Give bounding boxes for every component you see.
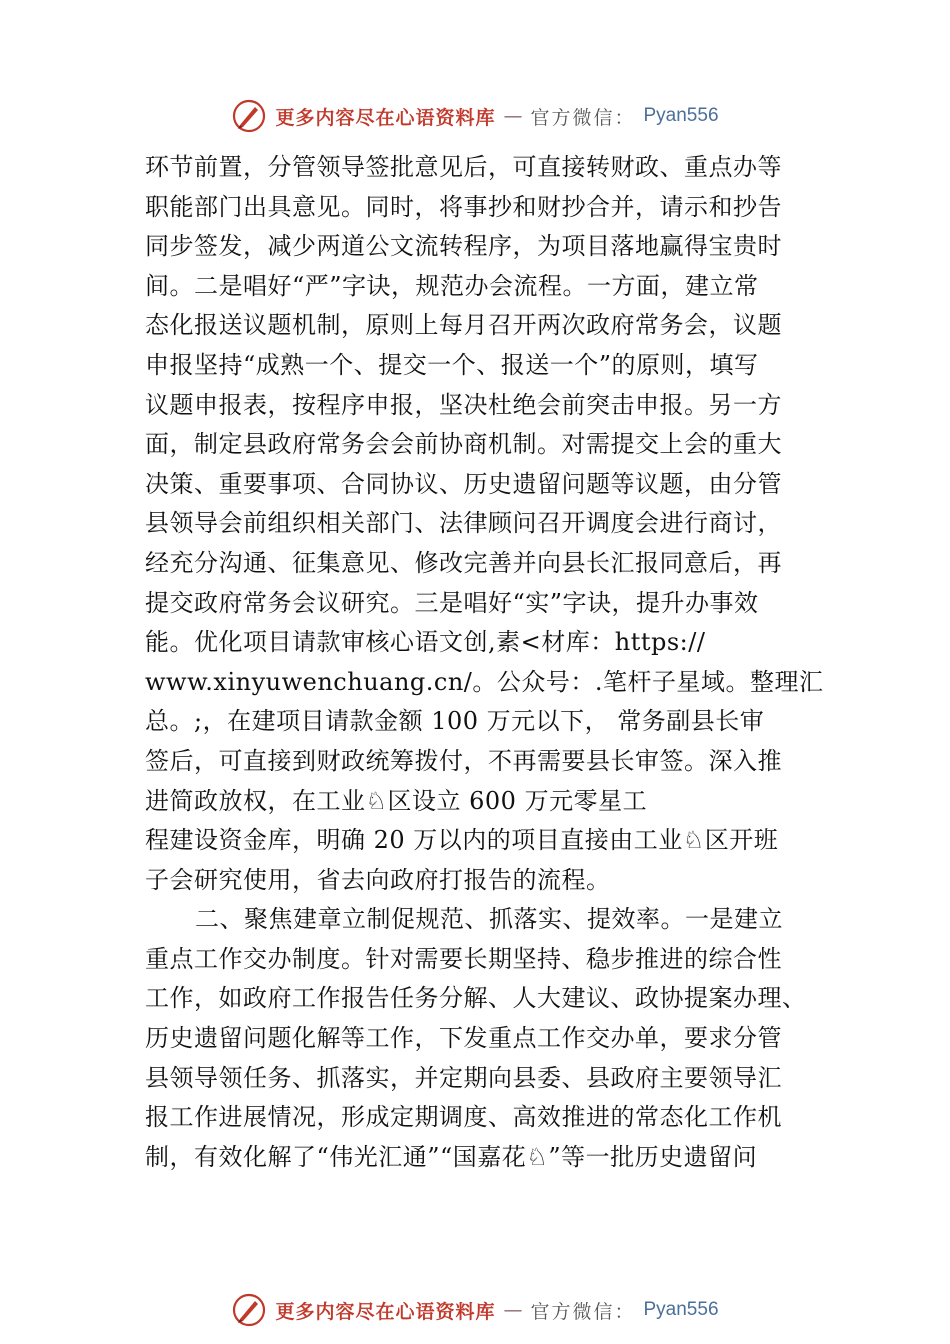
footer-wechat-label: 官方微信：	[530, 1300, 636, 1323]
body-line: 面，制定县政府常务会会前协商机制。对需提交上会的重大	[145, 430, 782, 459]
document-body	[145, 148, 824, 1177]
body-line: 经充分沟通、征集意见、修改完善并向县长汇报同意后，再	[145, 548, 782, 577]
body-line: 制，有效化解了“伟光汇通”“国嘉花♘”等一批历史遗留问	[145, 1142, 758, 1171]
body-line: 历史遗留问题化解等工作，下发重点工作交办单，要求分管	[145, 1024, 782, 1053]
header-wechat-label: 官方微信：	[530, 106, 636, 129]
body-line: 县领导领任务、抓落实，并定期向县委、县政府主要领导汇	[145, 1063, 782, 1092]
body-line: 县领导会前组织相关部门、法律顾问召开调度会进行商讨，	[145, 509, 782, 538]
body-line: 工作，如政府工作报告任务分解、人大建议、政协提案办理、	[145, 984, 807, 1013]
body-line: 申报坚持“成熟一个、提交一个、报送一个”的原则，填写	[145, 350, 759, 379]
body-line: www.xinyuwenchuang.cn/。公众号：.笔杆子星域。整理汇	[145, 667, 824, 696]
body-line: 环节前置，分管领导签批意见后，可直接转财政、重点办等	[145, 153, 782, 181]
body-line: 报工作进展情况，形成定期调度、高效推进的常态化工作机	[145, 1103, 782, 1132]
body-line: 进简政放权，在工业♘区设立 600 万元零星工	[145, 786, 648, 815]
body-line: 同步签发，减少两道公文流转程序，为项目落地赢得宝贵时	[145, 232, 782, 261]
body-line: 职能部门出具意见。同时，将事抄和财抄合并，请示和抄告	[145, 192, 782, 221]
body-line: 间。二是唱好“严”字诀，规范办会流程。一方面，建立常	[145, 271, 759, 300]
pen-logo-icon	[231, 1292, 267, 1328]
body-line: 签后，可直接到财政统筹拨付，不再需要县长审签。深入推	[145, 746, 782, 775]
body-line: 提交政府常务会议研究。三是唱好“实”字诀，提升办事效	[145, 588, 759, 617]
header-text: 更多内容尽在心语资料库	[275, 106, 496, 129]
body-line: 总。;，在建项目请款金额 100 万元以下， 常务副县长审	[145, 707, 765, 736]
body-line: 态化报送议题机制，原则上每月召开两次政府常务会，议题	[145, 311, 782, 340]
body-line: 能。优化项目请款审核心语文创,素<材库：https://	[145, 628, 706, 657]
section-heading-line: 二、聚焦建章立制促规范、抓落实、提效率。一是建立	[195, 905, 783, 934]
footer-text: 更多内容尽在心语资料库	[275, 1300, 496, 1323]
body-line: 决策、重要事项、合同协议、历史遗留问题等议题，由分管	[145, 469, 782, 498]
body-line: 子会研究使用，省去向政府打报告的流程。	[145, 865, 611, 894]
header-wechat-id: Pyan556	[643, 105, 719, 126]
pen-logo-icon	[231, 98, 267, 134]
body-line: 议题申报表，按程序申报，坚决杜绝会前突击申报。另一方	[145, 390, 782, 419]
footer-dash: —	[503, 1299, 523, 1321]
header-dash: —	[503, 105, 523, 127]
body-line: 程建设资金库，明确 20 万以内的项目直接由工业♘区开班	[145, 826, 779, 855]
body-line: 重点工作交办制度。针对需要长期坚持、稳步推进的综合性	[145, 944, 782, 973]
footer-wechat-id: Pyan556	[643, 1299, 719, 1320]
header-banner	[0, 96, 950, 136]
footer-banner	[0, 1290, 950, 1330]
